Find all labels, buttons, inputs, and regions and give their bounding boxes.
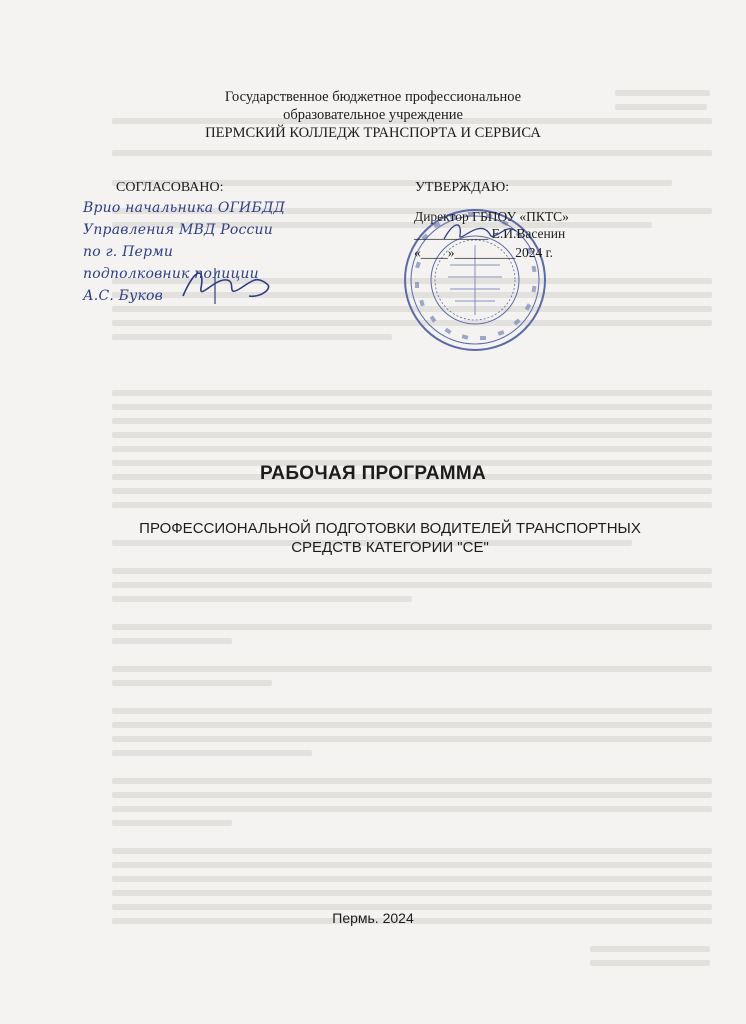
handwritten-line-2: Управления МВД России (83, 222, 273, 238)
approval-date-line: «____»_________2024 г. (414, 245, 554, 260)
header-line-1: Государственное бюджетное профессиональное (224, 89, 522, 105)
header-line-2: образовательное учреждение (283, 107, 463, 123)
subtitle-line-2: СРЕДСТВ КАТЕГОРИИ "CE" (291, 539, 489, 556)
director-name-line: ___________ Е.И.Васенин (414, 226, 566, 241)
handwritten-line-5: А.С. Буков (83, 288, 164, 304)
document-title: РАБОЧАЯ ПРОГРАММА (260, 463, 486, 484)
header-line-3: ПЕРМСКИЙ КОЛЛЕДЖ ТРАНСПОРТА И СЕРВИСА (205, 125, 541, 141)
left-signature-icon (175, 258, 285, 308)
director-position: Директор ГБПОУ «ПКТС» (414, 209, 569, 224)
approve-label: УТВЕРЖДАЮ: (415, 180, 510, 195)
agreed-label: СОГЛАСОВАНО: (116, 180, 224, 195)
city-year: Пермь. 2024 (332, 910, 414, 926)
handwritten-line-4: подполковник полиции (83, 266, 259, 282)
document-subtitle (90, 519, 690, 557)
right-signature-icon (440, 215, 520, 245)
handwritten-line-3: по г. Перми (83, 244, 174, 260)
institution-header (0, 88, 746, 142)
handwritten-line-1: Врио начальника ОГИБДД (83, 200, 286, 216)
subtitle-line-1: ПРОФЕССИОНАЛЬНОЙ ПОДГОТОВКИ ВОДИТЕЛЕЙ ТРАНСПОРТНЫХ (139, 520, 641, 537)
